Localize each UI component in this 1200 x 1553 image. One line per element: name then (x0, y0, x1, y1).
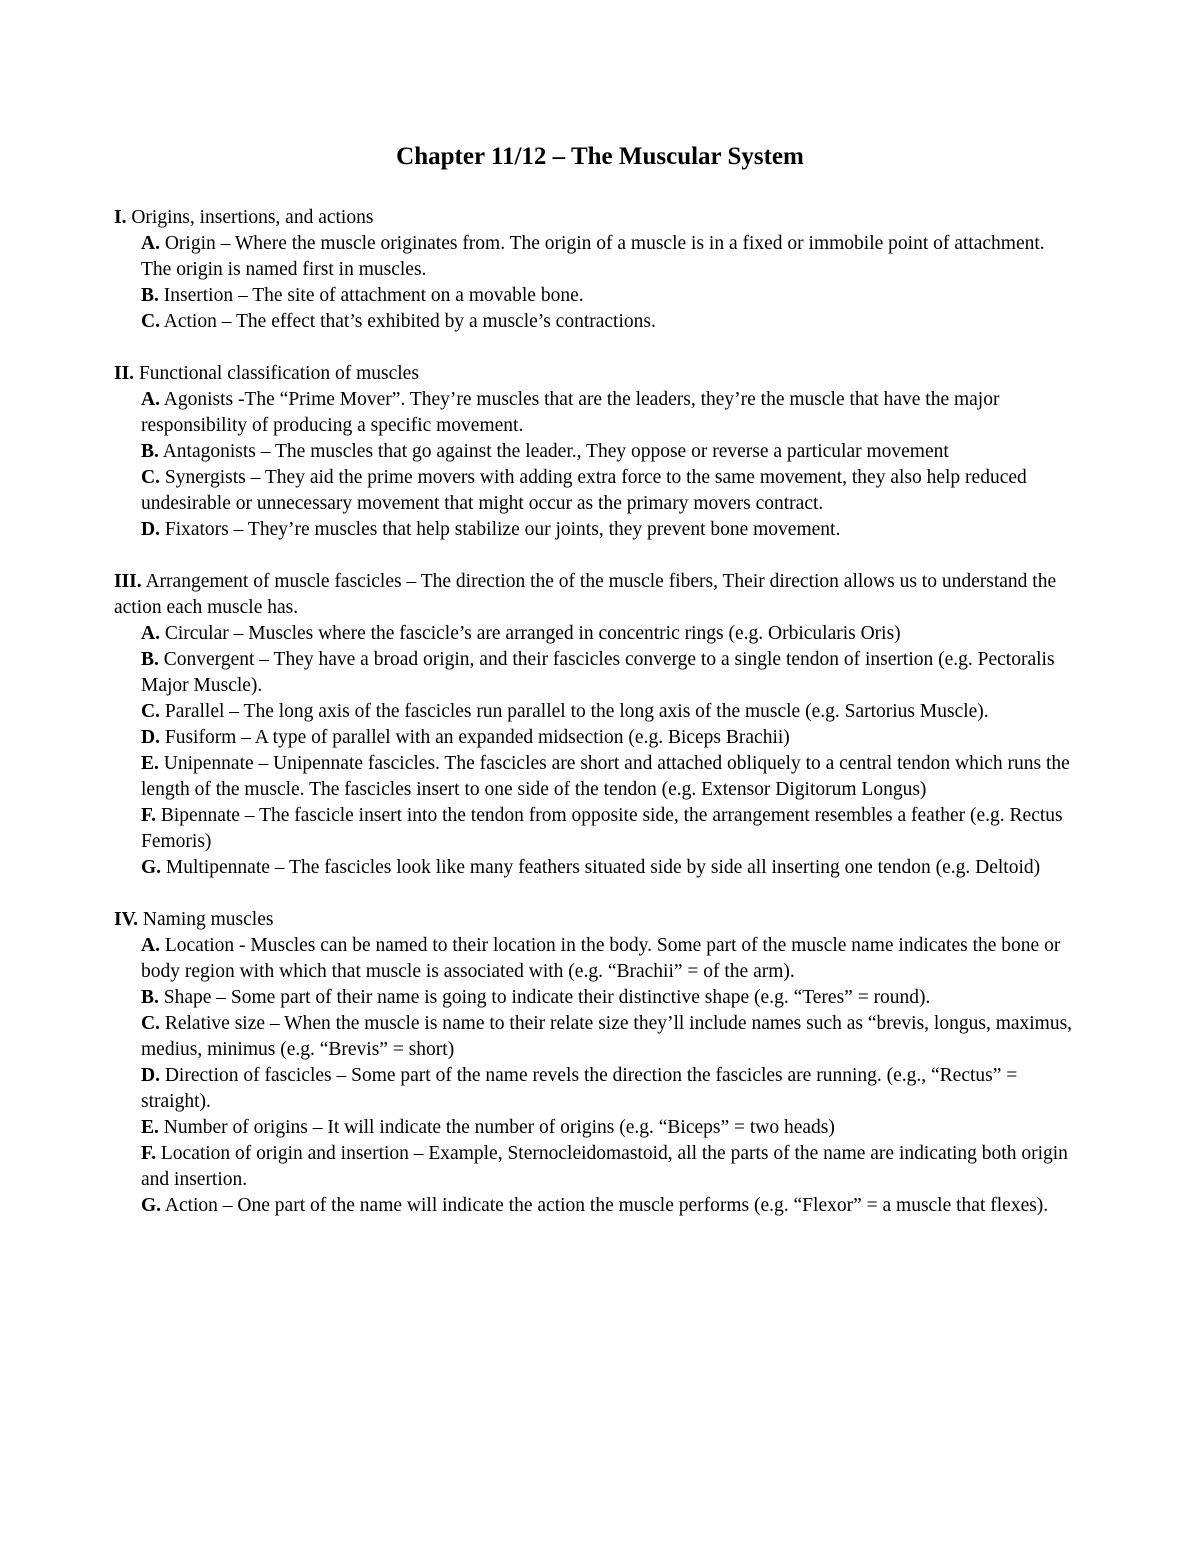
section-heading-text: Naming muscles (142, 909, 274, 930)
list-item (141, 1115, 1074, 1141)
list-item (141, 1141, 1074, 1193)
item-letter: G. (141, 1195, 162, 1216)
item-letter: B. (141, 441, 159, 462)
list-item (141, 855, 1074, 881)
item-letter: E. (141, 753, 159, 774)
list-item (141, 621, 1074, 647)
section-heading-text: Functional classification of muscles (138, 363, 419, 384)
item-letter: C. (141, 1013, 160, 1034)
item-text: Number of origins – It will indicate the number of origins (e.g. “Biceps” = two heads) (163, 1117, 835, 1138)
section-items (114, 231, 1074, 335)
section-heading (114, 569, 1074, 621)
section-items (114, 621, 1074, 881)
item-text: Convergent – They have a broad origin, and their fascicles converge to a single tendon of insertion (e.g. Pectoralis Major Muscle). (141, 649, 1055, 696)
item-letter: A. (141, 935, 160, 956)
item-text: Shape – Some part of their name is going to indicate their distinctive shape (e.g. “Teres” = round). (163, 987, 931, 1008)
item-letter: C. (141, 311, 160, 332)
item-text: Multipennate – The fascicles look like many feathers situated side by side all inserting one tendon (e.g. Deltoid) (165, 857, 1041, 878)
item-text: Synergists – They aid the prime movers with adding extra force to the same movement, they also help reduced undesirable or unnecessary movement that might occur as the primary movers contract. (141, 467, 1027, 514)
item-text: Relative size – When the muscle is name to their relate size they’ll include names such as “brevis, longus, maximus, medius, minimus (e.g. “Brevis” = short) (141, 1013, 1073, 1060)
item-text: Origin – Where the muscle originates from. The origin of a muscle is in a fixed or immobile point of attachment. The origin is named first in muscles. (141, 233, 1045, 280)
section-numeral: IV. (114, 909, 139, 930)
list-item (141, 699, 1074, 725)
item-letter: F. (141, 1143, 156, 1164)
item-letter: B. (141, 285, 159, 306)
list-item (141, 1011, 1074, 1063)
item-letter: D. (141, 1065, 160, 1086)
section-items (114, 933, 1074, 1219)
document-body (114, 205, 1074, 1219)
list-item (141, 751, 1074, 803)
section-numeral: II. (114, 363, 135, 384)
section-numeral: I. (114, 207, 127, 228)
section-heading-text: Origins, insertions, and actions (131, 207, 374, 228)
list-item (141, 647, 1074, 699)
list-item (141, 803, 1074, 855)
list-item (141, 725, 1074, 751)
list-item (141, 439, 1074, 465)
item-letter: G. (141, 857, 162, 878)
item-letter: A. (141, 623, 160, 644)
section-naming-muscles (114, 907, 1074, 1219)
list-item (141, 465, 1074, 517)
list-item (141, 387, 1074, 439)
item-letter: A. (141, 389, 160, 410)
item-letter: D. (141, 519, 160, 540)
list-item (141, 309, 1074, 335)
section-heading (114, 907, 1074, 933)
section-heading-text: Arrangement of muscle fascicles – The direction the of the muscle fibers, Their direction allows us to understand the action each muscle has. (114, 571, 1057, 618)
item-text: Insertion – The site of attachment on a movable bone. (163, 285, 584, 306)
list-item (141, 283, 1074, 309)
item-letter: B. (141, 649, 159, 670)
item-text: Unipennate – Unipennate fascicles. The fascicles are short and attached obliquely to a central tendon which runs the length of the muscle. The fascicles insert to one side of the tendon (e.g. Extensor Digitorum Longus) (141, 753, 1070, 800)
section-fascicle-arrangement (114, 569, 1074, 881)
document-title: Chapter 11/12 – The Muscular System (396, 143, 804, 170)
item-text: Circular – Muscles where the fascicle’s are arranged in concentric rings (e.g. Orbicularis Oris) (164, 623, 901, 644)
list-item (141, 231, 1074, 283)
item-letter: C. (141, 701, 160, 722)
item-letter: B. (141, 987, 159, 1008)
item-text: Agonists -The “Prime Mover”. They’re muscles that are the leaders, they’re the muscle that have the major responsibility of producing a specific movement. (141, 389, 1000, 436)
item-letter: C. (141, 467, 160, 488)
item-letter: F. (141, 805, 156, 826)
list-item (141, 517, 1074, 543)
item-text: Parallel – The long axis of the fascicles run parallel to the long axis of the muscle (e.g. Sartorius Muscle). (164, 701, 989, 722)
section-numeral: III. (114, 571, 142, 592)
list-item (141, 1063, 1074, 1115)
item-text: Antagonists – The muscles that go against the leader., They oppose or reverse a particular movement (162, 441, 949, 462)
section-heading (114, 361, 1074, 387)
section-functional-classification (114, 361, 1074, 543)
section-heading (114, 205, 1074, 231)
item-letter: D. (141, 727, 160, 748)
item-text: Fixators – They’re muscles that help stabilize our joints, they prevent bone movement. (164, 519, 841, 540)
item-text: Location of origin and insertion – Example, Sternocleidomastoid, all the parts of the name are indicating both origin and insertion. (141, 1143, 1068, 1190)
item-text: Direction of fascicles – Some part of the name revels the direction the fascicles are running. (e.g., “Rectus” = straight). (141, 1065, 1018, 1112)
list-item (141, 933, 1074, 985)
item-text: Bipennate – The fascicle insert into the tendon from opposite side, the arrangement resembles a feather (e.g. Rectus Femoris) (141, 805, 1063, 852)
list-item (141, 1193, 1074, 1219)
item-text: Action – One part of the name will indicate the action the muscle performs (e.g. “Flexor” = a muscle that flexes). (164, 1195, 1049, 1216)
item-text: Fusiform – A type of parallel with an expanded midsection (e.g. Biceps Brachii) (164, 727, 790, 748)
item-letter: E. (141, 1117, 159, 1138)
item-text: Action – The effect that’s exhibited by a muscle’s contractions. (163, 311, 656, 332)
item-letter: A. (141, 233, 160, 254)
list-item (141, 985, 1074, 1011)
section-items (114, 387, 1074, 543)
section-origins-insertions-actions (114, 205, 1074, 335)
item-text: Location - Muscles can be named to their location in the body. Some part of the muscle name indicates the bone or body region with which that muscle is associated with (e.g. “Brachii” = of the arm). (141, 935, 1061, 982)
